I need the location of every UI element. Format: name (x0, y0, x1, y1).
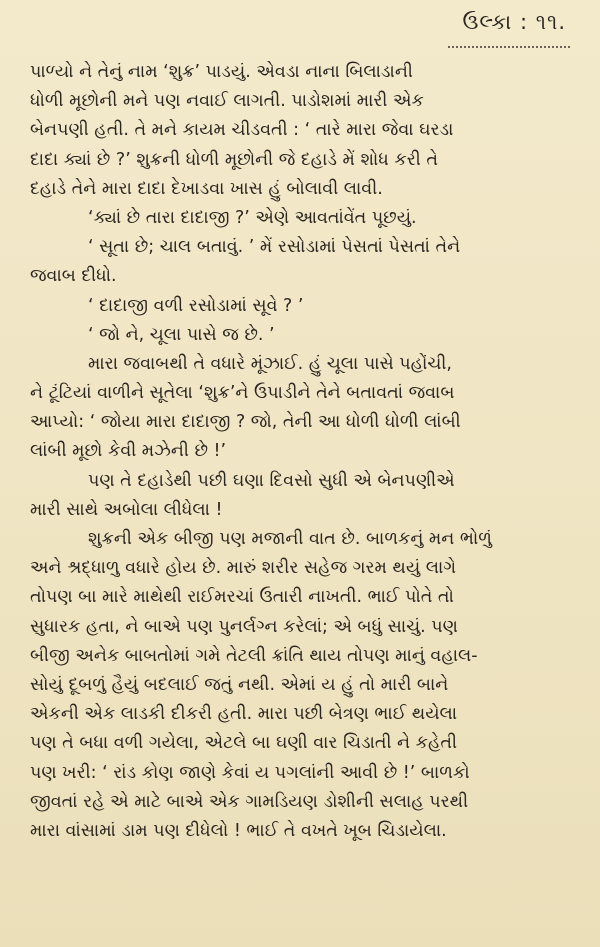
text-line: સુધારક હતા, ને બાએ પણ પુનર્લગ્ન કરેલાં; એ બધું સાચું. પણ (30, 616, 458, 637)
body-text (30, 58, 570, 846)
text-line: એકની એક લાડકી દીકરી હતી. મારા પછી બેત્રણ ભાઈ થયેલા (30, 704, 458, 725)
text-line: ‘ક્યાં છે તારા દાદાજી ?’ એણે આવતાંવેંત પૂછયું. (88, 207, 417, 228)
text-line: લાંબી મૂછો કેવી મઝેની છે !’ (30, 441, 227, 462)
text-line: જવાબ દીધો. (30, 266, 117, 287)
text-line: અને શ્રદ્ધાળુ વધારે હોય છે. મારું શરીર સહેજ ગરમ થયું લાગે (30, 558, 457, 579)
text-line: બેનપણી હતી. તે મને કાયમ ચીડવતી : ‘ તારે મારા જેવા ઘરડા (30, 120, 454, 141)
text-line: પણ તે બધા વળી ગયેલા, એટલે બા ઘણી વાર ચિડાતી ને કહેતી (30, 733, 458, 754)
running-header: ઉલ્કા : ૧૧. (462, 10, 566, 34)
text-line: મારા વાંસામાં ડામ પણ દીધેલો ! ભાઈ તે વખતે ખૂબ ચિડાયેલા. (30, 820, 447, 841)
text-line: ને ટૂંટિયાં વાળીને સૂતેલા ‘શુક્ર’ને ઉપાડીને તેને બતાવતાં જવાબ (30, 383, 455, 404)
text-line: દહાડે તેને મારા દાદા દેખાડવા ખાસ હું બોલાવી લાવી. (30, 178, 383, 199)
text-line: ‘ દાદાજી વળી રસોડામાં સૂવે ? ’ (88, 295, 304, 316)
text-line: પાળ્યો ને તેનું નામ ‘શુક્ર’ પાડયું. એવડા નાના બિલાડાની (30, 62, 413, 82)
text-line: દાદા ક્યાં છે ?’ શુક્રની ધોળી મૂછોની જે દહાડે મેં શોધ કરી તે (30, 149, 438, 170)
text-line: મારા જવાબથી તે વધારે મૂંઝાઈ. હું ચૂલા પાસે પહોંચી, (88, 353, 452, 374)
text-line: સોયું દૂબળું હૈયું બદલાઈ જતું નથી. એમાં ય હું તો મારી બાને (30, 674, 449, 695)
text-line: બીજી અનેક બાબતોમાં ગમે તેટલી ક્રાંતિ થાય તોપણ માનું વહાલ- (30, 645, 478, 666)
text-line: પણ ખરી: ‘ રાંડ કોણ જાણે કેવાં ય પગલાંની આવી છે !’ બાળકો (30, 762, 470, 783)
text-line: આપ્યો: ‘ જોયા મારા દાદાજી ? જો, તેની આ ધોળી ધોળી લાંબી (30, 412, 461, 433)
text-line: શુક્રની એક બીજી પણ મજાની વાત છે. બાળકનું મન ભોળું (88, 529, 492, 549)
text-line: ‘ સૂતા છે; ચાલ બતાવું. ’ મેં રસોડામાં પેસતાં પેસતાં તેને (88, 237, 461, 258)
header-rule (448, 46, 570, 48)
text-line: જીવતાં રહે એ માટે બાએ એક ગામડિયણ ડોશીની સલાહ પરથી (30, 791, 469, 812)
text-line: ‘ જો ને, ચૂલા પાસે જ છે. ’ (88, 324, 275, 345)
text-line: મારી સાથે અબોલા લીધેલા ! (30, 499, 223, 520)
text-line: ધોળી મૂછોની મને પણ નવાઈ લાગતી. પાડોશમાં મારી એક (30, 91, 424, 112)
text-line: પણ તે દહાડેથી પછી ઘણા દિવસો સુધી એ બેનપણીએ (88, 470, 455, 491)
text-line: તોપણ બા મારે માથેથી રાઈમરચાં ઉતારી નાખતી. ભાઈ પોતે તો (30, 587, 454, 608)
